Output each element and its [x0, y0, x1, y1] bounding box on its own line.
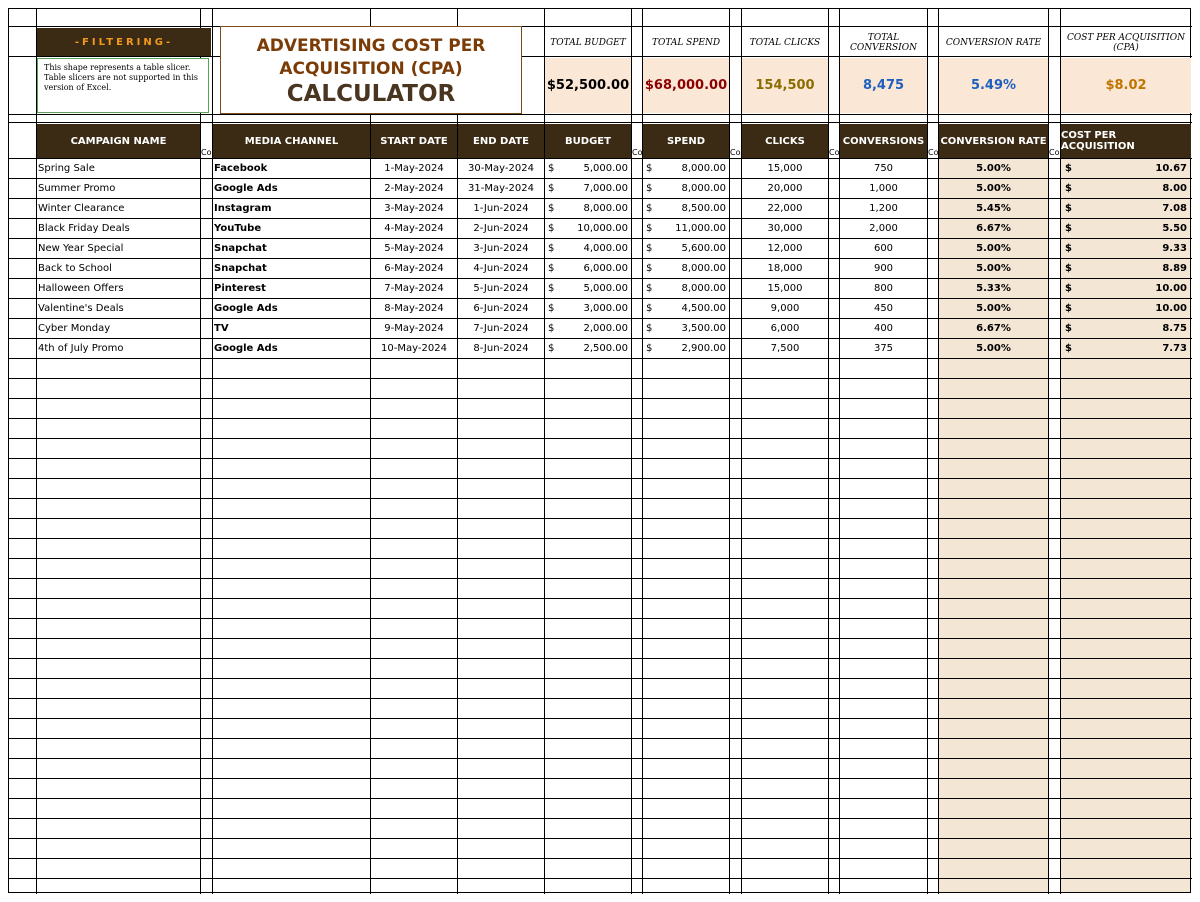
column-header[interactable]: CAMPAIGN NAME: [37, 124, 200, 158]
end-date-cell: 1-Jun-2024: [473, 203, 529, 214]
campaign-name-cell: Valentine's Deals: [38, 303, 124, 314]
spend-currency-cell: $: [646, 183, 653, 194]
cpa-currency-cell: $: [1065, 263, 1072, 274]
conversions-cell: 600: [873, 243, 894, 254]
end-date-cell: 4-Jun-2024: [473, 263, 529, 274]
conversion-rate-cell: 5.00%: [976, 183, 1011, 194]
column-header[interactable]: MEDIA CHANNEL: [213, 124, 370, 158]
media-channel-cell: Instagram: [214, 203, 272, 214]
budget-currency-cell: $: [548, 203, 555, 214]
start-date-cell: 2-May-2024: [384, 183, 444, 194]
media-channel-cell: Snapchat: [214, 263, 267, 274]
summary-label: TOTAL CLICKS: [749, 38, 821, 48]
start-date-cell: 1-May-2024: [384, 163, 444, 174]
title-line-3: CALCULATOR: [286, 81, 456, 107]
clicks-cell: 22,000: [767, 203, 803, 214]
conversions-cell: 800: [873, 283, 894, 294]
end-date-cell: 6-Jun-2024: [473, 303, 529, 314]
clicks-cell: 15,000: [767, 283, 803, 294]
title-line-2: ACQUISITION (CPA): [279, 59, 463, 79]
spend-currency-cell: $: [646, 343, 653, 354]
cpa-cell: 8.89: [1162, 263, 1187, 274]
conversion-rate-cell: 5.45%: [976, 203, 1011, 214]
start-date-cell: 6-May-2024: [384, 263, 444, 274]
end-date-cell: 8-Jun-2024: [473, 343, 529, 354]
end-date-cell: 3-Jun-2024: [473, 243, 529, 254]
conversion-rate-cell: 5.00%: [976, 303, 1011, 314]
summary-label: COST PER ACQUISITION (CPA): [1067, 33, 1185, 53]
campaign-name-cell: New Year Special: [38, 243, 124, 254]
column-overflow-label: Co: [201, 148, 212, 157]
summary-value: $52,500.00: [545, 58, 631, 113]
conversions-cell: 400: [873, 323, 894, 334]
campaign-name-cell: Back to School: [38, 263, 112, 274]
campaign-name-cell: Cyber Monday: [38, 323, 111, 334]
spend-currency-cell: $: [646, 303, 653, 314]
cpa-currency-cell: $: [1065, 223, 1072, 234]
end-date-cell: 2-Jun-2024: [473, 223, 529, 234]
column-header[interactable]: END DATE: [458, 124, 544, 158]
start-date-cell: 4-May-2024: [384, 223, 444, 234]
end-date-cell: 31-May-2024: [468, 183, 534, 194]
spend-currency-cell: $: [646, 203, 653, 214]
cpa-currency-cell: $: [1065, 243, 1072, 254]
spend-currency-cell: $: [646, 243, 653, 254]
budget-cell: 6,000.00: [583, 263, 628, 274]
media-channel-cell: Snapchat: [214, 243, 267, 254]
media-channel-cell: Google Ads: [214, 303, 278, 314]
spend-cell: 3,500.00: [681, 323, 726, 334]
column-overflow-label: Co: [829, 148, 840, 157]
spend-cell: 2,900.00: [681, 343, 726, 354]
campaign-name-cell: Summer Promo: [38, 183, 116, 194]
cpa-cell: 5.50: [1162, 223, 1187, 234]
cpa-currency-cell: $: [1065, 323, 1072, 334]
media-channel-cell: YouTube: [214, 223, 262, 234]
cpa-currency-cell: $: [1065, 283, 1072, 294]
cpa-cell: 10.67: [1155, 163, 1187, 174]
budget-currency-cell: $: [548, 183, 555, 194]
budget-cell: 5,000.00: [583, 163, 628, 174]
spend-currency-cell: $: [646, 283, 653, 294]
start-date-cell: 3-May-2024: [384, 203, 444, 214]
column-header[interactable]: CLICKS: [742, 124, 828, 158]
budget-currency-cell: $: [548, 263, 555, 274]
conversions-cell: 2,000: [869, 223, 898, 234]
campaign-name-cell: 4th of July Promo: [38, 343, 124, 354]
spend-currency-cell: $: [646, 323, 653, 334]
budget-cell: 7,000.00: [583, 183, 628, 194]
column-header[interactable]: SPEND: [643, 124, 729, 158]
start-date-cell: 5-May-2024: [384, 243, 444, 254]
end-date-cell: 30-May-2024: [468, 163, 534, 174]
conversion-rate-cell: 5.33%: [976, 283, 1011, 294]
cpa-cell: 7.73: [1162, 343, 1187, 354]
slicer-placeholder-note: This shape represents a table slicer. Table slicers are not supported in this version of Excel.: [37, 58, 209, 113]
clicks-cell: 18,000: [767, 263, 803, 274]
budget-currency-cell: $: [548, 163, 555, 174]
media-channel-cell: Google Ads: [214, 183, 278, 194]
spend-cell: 11,000.00: [675, 223, 726, 234]
summary-value: $68,000.00: [643, 58, 729, 113]
budget-cell: 10,000.00: [577, 223, 628, 234]
end-date-cell: 7-Jun-2024: [473, 323, 529, 334]
conversion-rate-cell: 6.67%: [976, 223, 1011, 234]
column-header[interactable]: START DATE: [371, 124, 457, 158]
budget-cell: 5,000.00: [583, 283, 628, 294]
summary-value: 8,475: [840, 58, 927, 113]
media-channel-cell: Google Ads: [214, 343, 278, 354]
start-date-cell: 8-May-2024: [384, 303, 444, 314]
spend-cell: 8,500.00: [681, 203, 726, 214]
campaign-name-cell: Black Friday Deals: [38, 223, 130, 234]
conversions-cell: 750: [873, 163, 894, 174]
conversions-cell: 1,000: [869, 183, 898, 194]
column-header[interactable]: BUDGET: [545, 124, 631, 158]
conversion-rate-cell: 6.67%: [976, 323, 1011, 334]
summary-label: CONVERSION RATE: [945, 38, 1042, 48]
summary-label: TOTAL BUDGET: [550, 38, 626, 48]
start-date-cell: 9-May-2024: [384, 323, 444, 334]
budget-currency-cell: $: [548, 243, 555, 254]
column-header[interactable]: CONVERSION RATE: [939, 124, 1048, 158]
title-line-1: ADVERTISING COST PER: [256, 36, 486, 56]
clicks-cell: 20,000: [767, 183, 803, 194]
budget-cell: 4,000.00: [583, 243, 628, 254]
conversions-cell: 900: [873, 263, 894, 274]
campaign-name-cell: Winter Clearance: [38, 203, 125, 214]
column-overflow-label: Co: [928, 148, 939, 157]
campaign-name-cell: Halloween Offers: [38, 283, 124, 294]
clicks-cell: 7,500: [770, 343, 800, 354]
spend-cell: 8,000.00: [681, 263, 726, 274]
end-date-cell: 5-Jun-2024: [473, 283, 529, 294]
conversion-rate-cell: 5.00%: [976, 163, 1011, 174]
spend-cell: 5,600.00: [681, 243, 726, 254]
clicks-cell: 12,000: [767, 243, 803, 254]
conversion-rate-cell: 5.00%: [976, 243, 1011, 254]
media-channel-cell: TV: [214, 323, 229, 334]
cpa-currency-cell: $: [1065, 343, 1072, 354]
clicks-cell: 15,000: [767, 163, 803, 174]
clicks-cell: 6,000: [770, 323, 800, 334]
summary-label: TOTAL SPEND: [651, 38, 721, 48]
cpa-cell: 7.08: [1162, 203, 1187, 214]
column-header[interactable]: CONVERSIONS: [840, 124, 927, 158]
budget-cell: 3,000.00: [583, 303, 628, 314]
budget-currency-cell: $: [548, 223, 555, 234]
conversion-rate-cell: 5.00%: [976, 343, 1011, 354]
cpa-currency-cell: $: [1065, 203, 1072, 214]
cpa-cell: 8.00: [1162, 183, 1187, 194]
clicks-cell: 30,000: [767, 223, 803, 234]
cpa-cell: 10.00: [1155, 303, 1187, 314]
cpa-currency-cell: $: [1065, 163, 1072, 174]
spend-currency-cell: $: [646, 263, 653, 274]
column-overflow-label: Co: [632, 148, 643, 157]
summary-value: $8.02: [1061, 58, 1191, 113]
column-header[interactable]: COST PER ACQUISITION: [1061, 124, 1191, 158]
budget-currency-cell: $: [548, 303, 555, 314]
spend-cell: 8,000.00: [681, 283, 726, 294]
spend-cell: 8,000.00: [681, 183, 726, 194]
media-channel-cell: Pinterest: [214, 283, 266, 294]
summary-value: 5.49%: [939, 58, 1048, 113]
cpa-cell: 9.33: [1162, 243, 1187, 254]
conversion-rate-cell: 5.00%: [976, 263, 1011, 274]
conversions-cell: 1,200: [869, 203, 898, 214]
cpa-currency-cell: $: [1065, 183, 1072, 194]
spend-currency-cell: $: [646, 223, 653, 234]
start-date-cell: 7-May-2024: [384, 283, 444, 294]
column-overflow-label: Co: [730, 148, 741, 157]
start-date-cell: 10-May-2024: [381, 343, 447, 354]
budget-cell: 2,000.00: [583, 323, 628, 334]
calculator-title-box: [220, 26, 522, 114]
summary-value: 154,500: [742, 58, 828, 113]
column-overflow-label: Co: [1049, 148, 1060, 157]
spend-cell: 4,500.00: [681, 303, 726, 314]
spend-cell: 8,000.00: [681, 163, 726, 174]
conversions-cell: 450: [873, 303, 894, 314]
budget-cell: 2,500.00: [583, 343, 628, 354]
budget-cell: 8,000.00: [583, 203, 628, 214]
cpa-currency-cell: $: [1065, 303, 1072, 314]
cpa-cell: 8.75: [1162, 323, 1187, 334]
conversions-cell: 375: [873, 343, 894, 354]
spend-currency-cell: $: [646, 163, 653, 174]
summary-label: TOTAL CONVERSION: [850, 33, 917, 53]
budget-currency-cell: $: [548, 283, 555, 294]
campaign-name-cell: Spring Sale: [38, 163, 95, 174]
filtering-button[interactable]: -FILTERING-: [37, 28, 211, 56]
budget-currency-cell: $: [548, 323, 555, 334]
cpa-cell: 10.00: [1155, 283, 1187, 294]
clicks-cell: 9,000: [770, 303, 800, 314]
budget-currency-cell: $: [548, 343, 555, 354]
media-channel-cell: Facebook: [214, 163, 268, 174]
